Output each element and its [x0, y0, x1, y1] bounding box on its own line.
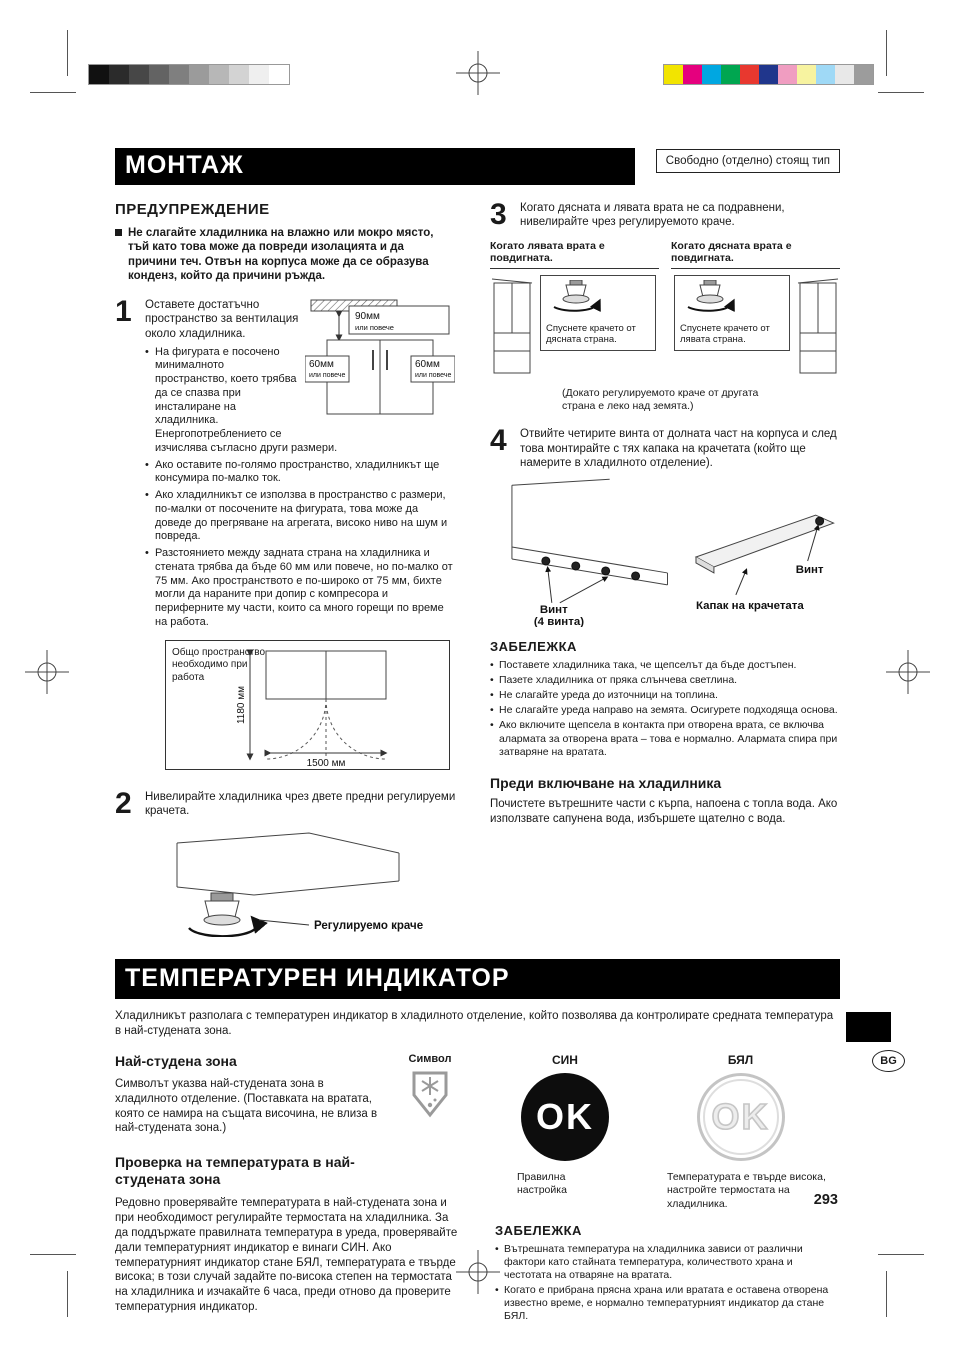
dim-1180mm: 1180 мм — [236, 685, 247, 724]
workspace-dimensions-box — [165, 640, 450, 770]
right-column — [490, 197, 840, 942]
crop-mark — [30, 92, 76, 93]
right-door-raised-panel — [671, 240, 840, 379]
step-3-panels — [490, 240, 840, 379]
screw-count-label: (4 винта) — [533, 615, 585, 627]
masthead — [115, 148, 840, 185]
before-use-text: Почистете вътрешните части с кърпа, напоена с топла вода. Ако използвате сапунена вода, избършете щателно с вода. — [490, 797, 838, 825]
step-2 — [115, 786, 456, 942]
indicator-blue-example — [495, 1053, 635, 1210]
fridge-front-icon — [490, 275, 534, 379]
panel-title: Когато лявата врата е повдигната. — [490, 240, 659, 269]
step-3-number: 3 — [490, 197, 507, 231]
registration-mark — [886, 650, 930, 694]
dim-90mm: 90мм — [355, 310, 380, 322]
note-bullet: • Ако включите щепсела в контакта при отворена врата, се включва алармата за отворена врата – това е нормално. Алармата спира при затваряне на вратата. — [490, 719, 840, 758]
screw-label-2: Винт — [796, 563, 824, 576]
step-4 — [490, 424, 840, 471]
dim-1500mm: 1500 мм — [306, 757, 346, 769]
ok-text: OK — [536, 1096, 594, 1138]
screw-label: Винт — [539, 603, 568, 616]
note-heading: ЗАБЕЛЕЖКА — [495, 1222, 582, 1238]
note-heading: ЗАБЕЛЕЖКА — [490, 638, 577, 654]
symbol-label: Символ — [408, 1053, 452, 1066]
dim-60mm-right-sub: или повече — [415, 371, 452, 379]
foot-adjust-icon — [546, 280, 606, 316]
square-bullet-icon — [115, 229, 122, 236]
note-bullet: • Когато е прибрана прясна храна или вратата е оставена отворена известно време, е нормално температурният индикатор да стане БЯЛ. — [495, 1284, 840, 1323]
bullet: • Разстоянието между задната страна на хладилника и стената трябва да бъде 60 мм или повече, но по-малко от 75 мм. Ако пространството е по-широко от 75 мм, бихте могли да нараните при допир с компресора и периферните му части, които са много горещи по време на работа. — [145, 547, 455, 630]
dim-90mm-sub: или повече — [355, 322, 394, 332]
section-index-tab — [846, 1012, 891, 1042]
registration-mark — [25, 650, 69, 694]
foot-caption: Спуснете крачето от лявата страна. — [680, 322, 770, 346]
crop-mark — [67, 30, 68, 76]
foot-cover-label: Капак на крачетата — [696, 599, 805, 612]
step-1 — [115, 294, 455, 774]
indicator-blue-caption: Правилна настройка — [517, 1171, 567, 1197]
foot-cover-diagram — [688, 477, 840, 627]
warning-item — [115, 226, 455, 284]
adjustable-foot-label: Регулируемо краче — [314, 919, 424, 932]
workspace-label: Общо пространство необходимо при работа — [172, 646, 266, 683]
dim-60mm-left: 60мм — [309, 358, 334, 370]
crop-mark — [67, 1271, 68, 1317]
note-bullet: • Пазете хладилника от пряка слънчева светлина. — [490, 674, 840, 687]
registration-mark — [456, 51, 500, 95]
indicator-blue-label: СИН — [552, 1053, 578, 1068]
section-title-installation: МОНТАЖ — [115, 148, 635, 185]
step-4-figures — [490, 477, 840, 627]
section-title-temperature-indicator: ТЕМПЕРАТУРЕН ИНДИКАТОР — [115, 959, 840, 999]
bullet: • На фигурата е посочено минималното пространство, което трябва да се спазва при инсталиране на хладилника. Енергопотреблението се изчислява съгласно други размери. — [145, 346, 455, 456]
check-temperature-heading: Проверка на температурата в най-студената зона — [115, 1154, 355, 1187]
crop-mark — [878, 1254, 924, 1255]
model-type-label: Свободно (отделно) стоящ тип — [656, 149, 840, 173]
temperature-notes — [495, 1243, 840, 1324]
before-use-heading: Преди включване на хладилника — [490, 774, 722, 791]
step-1-text: Оставете достатъчно пространство за вентилация около хладилника. — [145, 298, 299, 341]
color-calibration-bar — [663, 64, 874, 85]
dim-60mm-left-sub: или повече — [309, 371, 346, 379]
coldest-zone-symbol-block — [400, 1053, 460, 1130]
ok-indicator-blue — [521, 1073, 609, 1161]
coldest-zone-heading: Най-студена зона — [115, 1053, 237, 1070]
step-1-number: 1 — [115, 294, 132, 328]
step-3-note: (Докато регулируемото краче от другата страна е леко над земята.) — [562, 386, 759, 412]
install-notes — [490, 659, 840, 759]
step-2-number: 2 — [115, 786, 132, 820]
foot-adjust-box — [540, 275, 656, 351]
ok-indicator-white — [697, 1073, 785, 1161]
step-3 — [490, 197, 840, 231]
step-3-text: Когато дясната и лявата врата не са подравнени, нивелирайте чрез регулируемото краче. — [520, 201, 785, 229]
bullet: • Ако оставите по-голямо пространство, хладилникът ще консумира по-малко ток. — [145, 459, 455, 487]
coldest-zone-text: Символът указва най-студената зона в хладилното отделение. (Поставката на вратата, която се намира на същата височина, не влиза в най-студената зона.) — [115, 1078, 378, 1135]
check-temperature-text: Редовно проверявайте температурата в най-студената зона и при необходимост регулирайте термостата на хладилника. За да поддържате правилната температура в уреда, проверявайте дали температурният индикатор е винаги СИН. Ако температурният индикатор стане БЯЛ, температурата е твърде висока; в този случай задайте по-висока степен на термостата на хладилника и изчакайте 6 часа, преди отново да проверите температурния индикатор. — [115, 1196, 458, 1314]
panel-title: Когато дясната врата е повдигната. — [671, 240, 840, 269]
step-2-text: Нивелирайте хладилника чрез двете предни регулируеми крачета. — [145, 790, 456, 818]
temperature-right-column — [495, 1053, 840, 1323]
base-screws-diagram — [490, 477, 684, 627]
step-4-text: Отвийте четирите винта от долната част на корпуса и след това монтирайте с тях капака на крачетата (който ще намерите в хладилното отделение). — [520, 428, 837, 470]
note-bullet: • Вътрешната температура на хладилника зависи от различни фактори като стайната температура, количеството храна и честотата на отваряне на вратата. — [495, 1243, 840, 1282]
warning-heading: ПРЕДУПРЕЖДЕНИЕ — [115, 200, 270, 218]
grayscale-calibration-bar — [88, 64, 290, 85]
indicator-white-label: БЯЛ — [727, 1053, 754, 1068]
step-1-bullets — [145, 346, 455, 630]
foot-caption: Спуснете крачето от дясната страна. — [546, 322, 636, 346]
adjustable-foot-diagram — [159, 827, 479, 937]
bullet: • Ако хладилникът се използва в пространство с размери, по-малки от посочените на фигурата, това може да доведе до прегряване на агрегата, високо ниво на шум и повреда. — [145, 489, 455, 544]
crop-mark — [886, 30, 887, 76]
temperature-left-column — [115, 1053, 460, 1323]
crop-mark — [878, 92, 924, 93]
warning-text: Не слагайте хладилника на влажно или мокро място, тъй като това може да повреди изолацията и да причини теч. Отвън на корпуса може да се образува конденз, който да причини ръжда. — [128, 226, 434, 283]
dim-60mm-right: 60мм — [415, 358, 440, 370]
crop-mark — [886, 1271, 887, 1317]
foot-adjust-box — [674, 275, 790, 351]
note-bullet: • Не слагайте уреда до източници на топлина. — [490, 689, 840, 702]
note-bullet: • Поставете хладилника така, че щепселът да бъде достъпен. — [490, 659, 840, 672]
left-column — [115, 201, 455, 942]
ok-text: OK — [711, 1096, 770, 1138]
coldest-zone-symbol-icon — [408, 1069, 452, 1125]
temperature-intro: Хладилникът разполага с температурен индикатор в хладилното отделение, който позволява да контролирате средната температура в най-студената зона. — [115, 1010, 834, 1038]
page-number: 293 — [813, 1192, 838, 1208]
left-door-raised-panel — [490, 240, 659, 379]
indicator-examples — [495, 1053, 840, 1210]
step-4-number: 4 — [490, 424, 507, 458]
fridge-front-icon — [796, 275, 840, 379]
note-bullet: • Не слагайте уреда направо на земята. Осигурете подходяща основа. — [490, 704, 840, 717]
indicator-white-caption: Температурата е твърде висока, настройте термостата на хладилника. — [667, 1171, 826, 1210]
foot-adjust-icon — [680, 280, 740, 316]
page-content — [115, 148, 840, 1323]
language-badge: BG — [872, 1050, 905, 1072]
crop-mark — [30, 1254, 76, 1255]
indicator-white-example — [653, 1053, 828, 1210]
